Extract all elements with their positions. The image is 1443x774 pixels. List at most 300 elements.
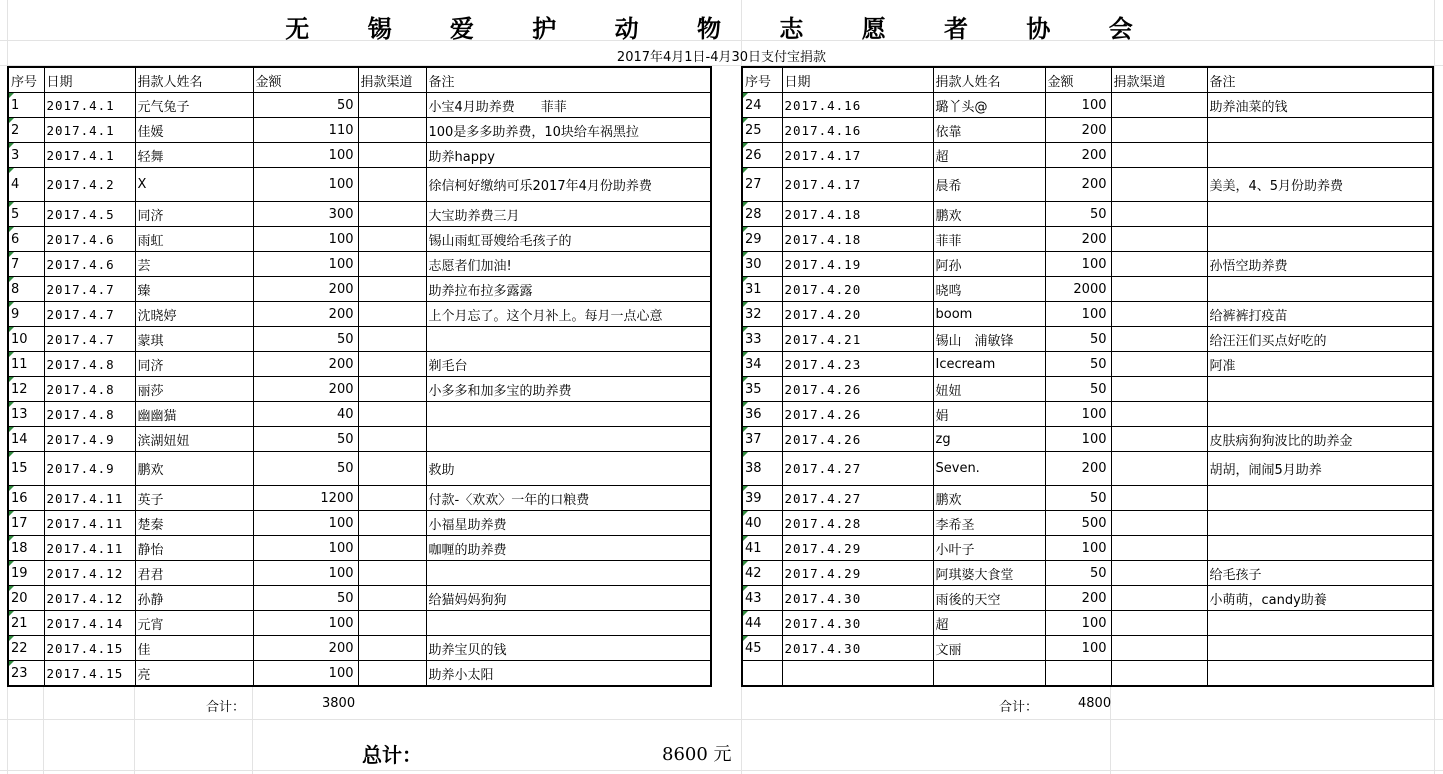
cell-date[interactable]: 2017.4.2 [44,168,135,202]
cell-note[interactable]: 志愿者们加油! [426,252,711,277]
header-channel[interactable]: 捐款渠道 [358,67,426,93]
cell-date[interactable]: 2017.4.7 [44,302,135,327]
cell-date[interactable]: 2017.4.11 [44,511,135,536]
cell-channel[interactable] [1111,327,1207,352]
cell-channel[interactable] [1111,536,1207,561]
cell-date[interactable]: 2017.4.16 [782,93,933,118]
cell-amount[interactable]: 200 [1045,168,1111,202]
cell-amount[interactable] [1045,661,1111,687]
cell-seq[interactable]: 15 [8,452,44,486]
cell-amount[interactable]: 50 [253,586,358,611]
cell-date[interactable]: 2017.4.11 [44,486,135,511]
cell-note[interactable] [1207,636,1433,661]
cell-amount[interactable]: 100 [253,661,358,687]
cell-note[interactable]: 上个月忘了。这个月补上。每月一点心意 [426,302,711,327]
header-seq[interactable]: 序号 [8,67,44,93]
cell-amount[interactable]: 200 [1045,118,1111,143]
cell-donor[interactable]: 同济 [135,202,253,227]
cell-date[interactable]: 2017.4.23 [782,352,933,377]
cell-donor[interactable]: 文丽 [933,636,1045,661]
header-date[interactable]: 日期 [782,67,933,93]
cell-amount[interactable]: 200 [253,636,358,661]
cell-date[interactable]: 2017.4.21 [782,327,933,352]
cell-amount[interactable]: 50 [253,452,358,486]
cell-amount[interactable]: 100 [253,143,358,168]
cell-date[interactable]: 2017.4.16 [782,118,933,143]
cell-seq[interactable]: 29 [742,227,782,252]
cell-amount[interactable]: 50 [1045,377,1111,402]
cell-seq[interactable]: 3 [8,143,44,168]
cell-amount[interactable]: 100 [1045,402,1111,427]
cell-donor[interactable]: 君君 [135,561,253,586]
cell-donor[interactable]: 英子 [135,486,253,511]
cell-date[interactable]: 2017.4.6 [44,252,135,277]
cell-note[interactable]: 大宝助养费三月 [426,202,711,227]
cell-donor[interactable]: 菲菲 [933,227,1045,252]
cell-seq[interactable]: 40 [742,511,782,536]
cell-amount[interactable]: 50 [1045,327,1111,352]
cell-donor[interactable]: 鹏欢 [135,452,253,486]
cell-date[interactable]: 2017.4.5 [44,202,135,227]
cell-note[interactable]: 助养拉布拉多露露 [426,277,711,302]
cell-seq[interactable]: 11 [8,352,44,377]
cell-note[interactable]: 小福星助养费 [426,511,711,536]
cell-note[interactable] [1207,511,1433,536]
cell-channel[interactable] [1111,143,1207,168]
table-row [8,327,711,352]
table-row [8,93,711,118]
cell-date[interactable]: 2017.4.30 [782,636,933,661]
cell-seq[interactable]: 13 [8,402,44,427]
cell-channel[interactable] [358,277,426,302]
cell-seq[interactable] [742,661,782,687]
cell-channel[interactable] [358,561,426,586]
cell-seq[interactable]: 43 [742,586,782,611]
header-amount[interactable]: 金额 [1045,67,1111,93]
cell-note[interactable]: 给毛孩子 [1207,561,1433,586]
cell-channel[interactable] [358,227,426,252]
cell-date[interactable]: 2017.4.15 [44,661,135,687]
cell-note[interactable] [426,402,711,427]
cell-date[interactable]: 2017.4.12 [44,586,135,611]
cell-seq[interactable]: 10 [8,327,44,352]
cell-note[interactable]: 给汪汪们买点好吃的 [1207,327,1433,352]
cell-channel[interactable] [358,661,426,687]
cell-note[interactable] [1207,118,1433,143]
cell-date[interactable]: 2017.4.27 [782,452,933,486]
cell-seq[interactable]: 37 [742,427,782,452]
cell-amount[interactable]: 100 [253,252,358,277]
cell-seq[interactable]: 24 [742,93,782,118]
cell-channel[interactable] [358,252,426,277]
cell-note[interactable] [426,427,711,452]
cell-date[interactable]: 2017.4.9 [44,427,135,452]
cell-marker-icon [743,636,748,641]
cell-channel[interactable] [358,143,426,168]
cell-amount[interactable]: 100 [253,611,358,636]
cell-marker-icon [743,561,748,566]
cell-amount[interactable]: 200 [1045,227,1111,252]
cell-amount[interactable]: 50 [253,93,358,118]
cell-donor[interactable]: 同济 [135,352,253,377]
cell-channel[interactable] [358,536,426,561]
cell-note[interactable]: 剃毛台 [426,352,711,377]
cell-channel[interactable] [1111,586,1207,611]
cell-amount[interactable]: 500 [1045,511,1111,536]
cell-channel[interactable] [1111,168,1207,202]
cell-donor[interactable]: 鹏欢 [933,202,1045,227]
cell-donor[interactable]: 锡山 浦敏锋 [933,327,1045,352]
cell-date[interactable]: 2017.4.8 [44,352,135,377]
cell-date[interactable]: 2017.4.20 [782,302,933,327]
cell-donor[interactable]: 佳媛 [135,118,253,143]
cell-note[interactable]: 皮肤病狗狗波比的助养金 [1207,427,1433,452]
cell-seq[interactable]: 4 [8,168,44,202]
table-row [742,402,1433,427]
cell-date[interactable]: 2017.4.30 [782,611,933,636]
cell-seq[interactable]: 23 [8,661,44,687]
cell-note[interactable]: 小宝4月助养费 菲菲 [426,93,711,118]
cell-note[interactable]: 给裤裤打疫苗 [1207,302,1433,327]
cell-seq[interactable]: 8 [8,277,44,302]
cell-seq[interactable]: 39 [742,486,782,511]
cell-note[interactable] [1207,143,1433,168]
cell-note[interactable]: 给猫妈妈狗狗 [426,586,711,611]
cell-seq[interactable]: 36 [742,402,782,427]
cell-donor[interactable]: 佳 [135,636,253,661]
cell-channel[interactable] [358,168,426,202]
cell-donor[interactable]: 幽幽猫 [135,402,253,427]
cell-donor[interactable]: 蒙琪 [135,327,253,352]
cell-donor[interactable]: zg [933,427,1045,452]
cell-note[interactable] [1207,536,1433,561]
cell-seq[interactable]: 27 [742,168,782,202]
cell-donor[interactable]: 璐丫头@ [933,93,1045,118]
cell-marker-icon [9,302,14,307]
cell-note[interactable] [1207,402,1433,427]
cell-amount[interactable]: 50 [1045,561,1111,586]
cell-seq[interactable]: 17 [8,511,44,536]
cell-seq[interactable]: 28 [742,202,782,227]
cell-note[interactable]: 助养happy [426,143,711,168]
cell-donor[interactable]: 依靠 [933,118,1045,143]
cell-channel[interactable] [1111,377,1207,402]
cell-seq[interactable]: 32 [742,302,782,327]
cell-seq[interactable]: 1 [8,93,44,118]
cell-channel[interactable] [358,486,426,511]
cell-seq[interactable]: 31 [742,277,782,302]
cell-channel[interactable] [1111,402,1207,427]
cell-channel[interactable] [1111,636,1207,661]
cell-date[interactable]: 2017.4.29 [782,536,933,561]
cell-channel[interactable] [358,93,426,118]
cell-note[interactable]: 美美，4、5月份助养费 [1207,168,1433,202]
cell-date[interactable]: 2017.4.29 [782,561,933,586]
cell-date[interactable] [782,661,933,687]
cell-donor[interactable]: 李希圣 [933,511,1045,536]
cell-date[interactable]: 2017.4.6 [44,227,135,252]
cell-channel[interactable] [1111,352,1207,377]
cell-amount[interactable]: 100 [253,561,358,586]
cell-seq[interactable]: 25 [742,118,782,143]
cell-channel[interactable] [358,402,426,427]
cell-channel[interactable] [1111,452,1207,486]
cell-note[interactable]: 咖喱的助养费 [426,536,711,561]
cell-donor[interactable]: 楚秦 [135,511,253,536]
cell-donor[interactable]: 雨後的天空 [933,586,1045,611]
cell-donor[interactable]: 娟 [933,402,1045,427]
cell-amount[interactable]: 200 [1045,586,1111,611]
cell-note[interactable]: 小萌萌，candy助養 [1207,586,1433,611]
cell-seq[interactable]: 12 [8,377,44,402]
cell-seq[interactable]: 45 [742,636,782,661]
cell-note[interactable]: 锡山雨虹哥嫂给毛孩子的 [426,227,711,252]
cell-channel[interactable] [1111,561,1207,586]
cell-date[interactable]: 2017.4.8 [44,402,135,427]
cell-date[interactable]: 2017.4.15 [44,636,135,661]
cell-seq[interactable]: 9 [8,302,44,327]
cell-date[interactable]: 2017.4.28 [782,511,933,536]
cell-donor[interactable]: 滨湖妞妞 [135,427,253,452]
cell-donor[interactable]: 鹏欢 [933,486,1045,511]
cell-donor[interactable]: 小叶子 [933,536,1045,561]
cell-amount[interactable]: 1200 [253,486,358,511]
cell-donor[interactable]: 超 [933,611,1045,636]
cell-channel[interactable] [1111,661,1207,687]
cell-donor[interactable]: 超 [933,143,1045,168]
cell-seq[interactable]: 18 [8,536,44,561]
cell-note[interactable] [1207,611,1433,636]
cell-channel[interactable] [358,586,426,611]
cell-donor[interactable]: Icecream [933,352,1045,377]
cell-date[interactable]: 2017.4.17 [782,168,933,202]
cell-date[interactable]: 2017.4.26 [782,427,933,452]
cell-date[interactable]: 2017.4.18 [782,202,933,227]
cell-date[interactable]: 2017.4.18 [782,227,933,252]
cell-date[interactable]: 2017.4.26 [782,377,933,402]
cell-amount[interactable]: 100 [253,168,358,202]
cell-channel[interactable] [1111,202,1207,227]
cell-donor[interactable]: Seven. [933,452,1045,486]
cell-channel[interactable] [1111,302,1207,327]
cell-seq[interactable]: 26 [742,143,782,168]
cell-date[interactable]: 2017.4.14 [44,611,135,636]
cell-donor[interactable]: 臻 [135,277,253,302]
cell-donor[interactable]: X [135,168,253,202]
cell-note[interactable]: 徐信柯好缴纳可乐2017年4月份助养费 [426,168,711,202]
cell-channel[interactable] [358,511,426,536]
cell-donor[interactable]: boom [933,302,1045,327]
cell-channel[interactable] [1111,486,1207,511]
cell-seq[interactable]: 33 [742,327,782,352]
cell-amount[interactable]: 100 [1045,636,1111,661]
cell-marker-icon [9,143,14,148]
cell-seq[interactable]: 22 [8,636,44,661]
table-row [8,202,711,227]
cell-date[interactable]: 2017.4.8 [44,377,135,402]
cell-amount[interactable]: 2000 [1045,277,1111,302]
cell-amount[interactable]: 100 [253,511,358,536]
cell-note[interactable] [1207,277,1433,302]
cell-seq[interactable]: 41 [742,536,782,561]
cell-channel[interactable] [358,352,426,377]
cell-note[interactable]: 助养宝贝的钱 [426,636,711,661]
cell-amount[interactable]: 100 [1045,536,1111,561]
cell-channel[interactable] [358,118,426,143]
header-seq[interactable]: 序号 [742,67,782,93]
cell-amount[interactable]: 200 [253,377,358,402]
cell-date[interactable]: 2017.4.7 [44,327,135,352]
cell-note[interactable] [1207,377,1433,402]
cell-donor[interactable]: 亮 [135,661,253,687]
cell-date[interactable]: 2017.4.30 [782,586,933,611]
cell-note[interactable]: 助养油菜的钱 [1207,93,1433,118]
cell-amount[interactable]: 50 [253,427,358,452]
cell-amount[interactable]: 100 [253,536,358,561]
cell-marker-icon [743,227,748,232]
cell-amount[interactable]: 100 [1045,427,1111,452]
cell-amount[interactable]: 200 [1045,452,1111,486]
cell-channel[interactable] [1111,227,1207,252]
cell-seq[interactable]: 30 [742,252,782,277]
cell-seq[interactable]: 5 [8,202,44,227]
header-donor[interactable]: 捐款人姓名 [135,67,253,93]
cell-channel[interactable] [358,302,426,327]
cell-channel[interactable] [1111,277,1207,302]
header-date[interactable]: 日期 [44,67,135,93]
cell-channel[interactable] [358,427,426,452]
cell-amount[interactable]: 50 [253,327,358,352]
header-donor[interactable]: 捐款人姓名 [933,67,1045,93]
cell-date[interactable]: 2017.4.1 [44,118,135,143]
cell-amount[interactable]: 200 [253,302,358,327]
cell-channel[interactable] [1111,511,1207,536]
cell-seq[interactable]: 6 [8,227,44,252]
cell-date[interactable]: 2017.4.1 [44,93,135,118]
cell-note[interactable] [1207,486,1433,511]
cell-donor[interactable]: 妞妞 [933,377,1045,402]
cell-note[interactable]: 付款-〈欢欢〉一年的口粮费 [426,486,711,511]
cell-seq[interactable]: 21 [8,611,44,636]
cell-date[interactable]: 2017.4.12 [44,561,135,586]
header-note[interactable]: 备注 [426,67,711,93]
header-note[interactable]: 备注 [1207,67,1433,93]
cell-channel[interactable] [1111,252,1207,277]
cell-donor[interactable]: 雨虹 [135,227,253,252]
cell-seq[interactable]: 38 [742,452,782,486]
cell-note[interactable]: 救助 [426,452,711,486]
cell-note[interactable] [1207,227,1433,252]
cell-donor[interactable]: 晨希 [933,168,1045,202]
header-channel[interactable]: 捐款渠道 [1111,67,1207,93]
table-row [8,661,711,687]
cell-donor[interactable]: 孙静 [135,586,253,611]
cell-amount[interactable]: 100 [1045,252,1111,277]
cell-seq[interactable]: 34 [742,352,782,377]
cell-note[interactable]: 小多多和加多宝的助养费 [426,377,711,402]
cell-amount[interactable]: 300 [253,202,358,227]
cell-donor[interactable]: 阿琪婆大食堂 [933,561,1045,586]
cell-donor[interactable]: 轻舞 [135,143,253,168]
cell-donor[interactable]: 阿孙 [933,252,1045,277]
cell-amount[interactable]: 200 [253,277,358,302]
cell-channel[interactable] [358,327,426,352]
cell-amount[interactable]: 50 [1045,202,1111,227]
cell-amount[interactable]: 50 [1045,486,1111,511]
cell-marker-icon [9,511,14,516]
cell-seq[interactable]: 19 [8,561,44,586]
cell-donor[interactable]: 丽莎 [135,377,253,402]
cell-note[interactable] [426,327,711,352]
cell-note[interactable]: 助养小太阳 [426,661,711,687]
cell-channel[interactable] [358,452,426,486]
cell-channel[interactable] [358,377,426,402]
cell-channel[interactable] [358,202,426,227]
cell-date[interactable]: 2017.4.7 [44,277,135,302]
cell-date[interactable]: 2017.4.26 [782,402,933,427]
cell-channel[interactable] [1111,118,1207,143]
cell-channel[interactable] [1111,427,1207,452]
cell-seq[interactable]: 42 [742,561,782,586]
cell-date[interactable]: 2017.4.19 [782,252,933,277]
cell-amount[interactable]: 200 [1045,143,1111,168]
cell-channel[interactable] [358,611,426,636]
cell-note[interactable] [1207,202,1433,227]
cell-date[interactable]: 2017.4.20 [782,277,933,302]
cell-seq[interactable]: 44 [742,611,782,636]
cell-date[interactable]: 2017.4.9 [44,452,135,486]
cell-amount[interactable]: 110 [253,118,358,143]
cell-note[interactable] [426,561,711,586]
cell-date[interactable]: 2017.4.11 [44,536,135,561]
cell-amount[interactable]: 100 [1045,302,1111,327]
cell-amount[interactable]: 100 [253,227,358,252]
cell-note[interactable]: 阿准 [1207,352,1433,377]
cell-donor[interactable]: 静怡 [135,536,253,561]
cell-amount[interactable]: 100 [1045,611,1111,636]
cell-channel[interactable] [1111,611,1207,636]
cell-note[interactable]: 100是多多助养费，10块给车祸黑拉 [426,118,711,143]
cell-donor[interactable]: 沈晓婷 [135,302,253,327]
cell-date[interactable]: 2017.4.1 [44,143,135,168]
cell-amount[interactable]: 200 [253,352,358,377]
cell-note[interactable]: 胡胡，闹闹5月助养 [1207,452,1433,486]
cell-seq[interactable]: 2 [8,118,44,143]
table-row [742,93,1433,118]
cell-seq[interactable]: 7 [8,252,44,277]
cell-donor[interactable]: 元气兔子 [135,93,253,118]
cell-amount[interactable]: 50 [1045,352,1111,377]
cell-donor[interactable]: 元宵 [135,611,253,636]
cell-amount[interactable]: 40 [253,402,358,427]
cell-amount[interactable]: 100 [1045,93,1111,118]
cell-seq[interactable]: 20 [8,586,44,611]
cell-note[interactable]: 孙悟空助养费 [1207,252,1433,277]
cell-note[interactable] [426,611,711,636]
cell-donor[interactable]: 芸 [135,252,253,277]
cell-seq[interactable]: 35 [742,377,782,402]
cell-channel[interactable] [1111,93,1207,118]
cell-seq[interactable]: 16 [8,486,44,511]
cell-date[interactable]: 2017.4.27 [782,486,933,511]
cell-date[interactable]: 2017.4.17 [782,143,933,168]
cell-channel[interactable] [358,636,426,661]
header-amount[interactable]: 金额 [253,67,358,93]
cell-seq[interactable]: 14 [8,427,44,452]
cell-donor[interactable] [933,661,1045,687]
cell-donor[interactable]: 晓鸣 [933,277,1045,302]
cell-note[interactable] [1207,661,1433,687]
